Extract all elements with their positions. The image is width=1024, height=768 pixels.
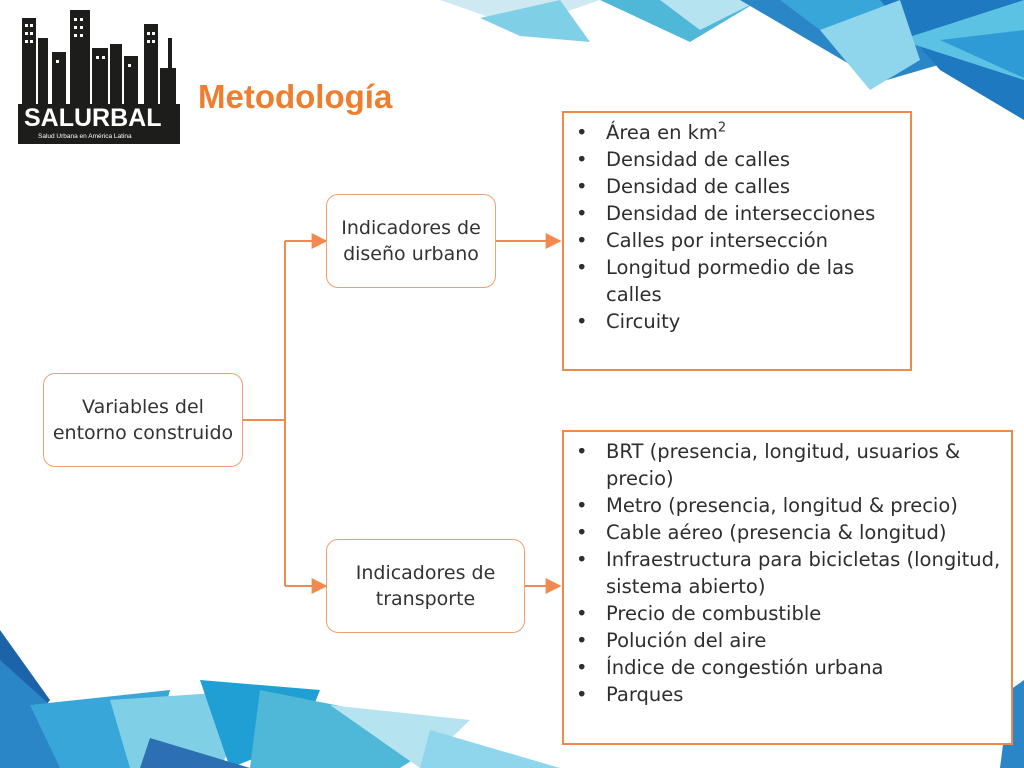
design-indicators-list [562, 111, 912, 371]
page-title: Metodología [198, 78, 393, 115]
list-item: • Área en $km^2$ [564, 119, 910, 146]
list-item: • Cable aéreo (presencia & longitud) [564, 519, 1011, 546]
list-item: • BRT (presencia, longitud, usuarios & precio) [564, 438, 1011, 492]
design-indicators-label: Indicadores de diseño urbano [341, 217, 481, 265]
transport-indicators-node [326, 539, 525, 633]
transport-indicators-list [562, 430, 1013, 745]
list-item: • Densidad de intersecciones [564, 200, 910, 227]
list-item: • Metro (presencia, longitud & precio) [564, 492, 1011, 519]
list-item: • Infraestructura para bicicletas (longitud, sistema abierto) [564, 546, 1011, 600]
list-item: • Precio de combustible [564, 600, 1011, 627]
root-node-label: Variables del entorno construido [52, 396, 234, 444]
list-item: • Densidad de calles [564, 146, 910, 173]
list-item: • Longitud pormedio de las calles [564, 254, 910, 308]
list-item: • Circuity [564, 308, 910, 335]
list-item: • Densidad de calles [564, 173, 910, 200]
list-item: • Índice de congestión urbana [564, 654, 1011, 681]
root-node [43, 373, 243, 467]
logo-tagline: Salud Urbana en América Latina [38, 133, 132, 140]
list-item: • Parques [564, 681, 1011, 708]
design-indicators-node [326, 194, 496, 288]
list-item: • Polución del aire [564, 627, 1011, 654]
logo-wordmark: SALURBAL [24, 104, 162, 132]
transport-indicators-label: Indicadores de transporte [355, 562, 496, 610]
list-item: • Calles por intersección [564, 227, 910, 254]
